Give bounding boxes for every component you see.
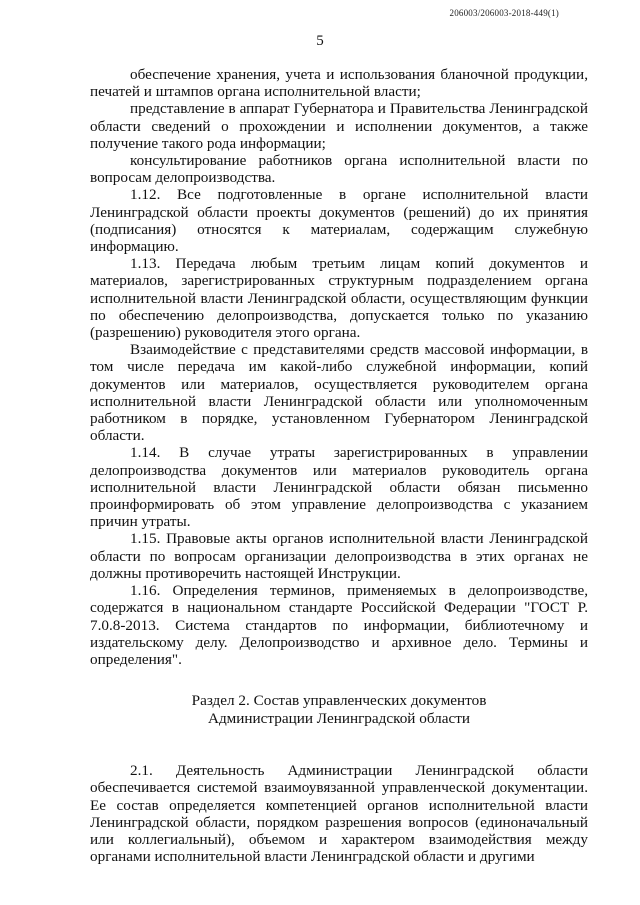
paragraph: консультирование работников органа исполнительной власти по вопросам делопроизводства.	[90, 152, 588, 187]
section-title-line-1: Раздел 2. Состав управленческих документов	[191, 692, 487, 710]
section-title-line-2: Администрации Ленинградской области	[207, 710, 470, 728]
paragraph: 1.13. Передача любым третьим лицам копий документов и материалов, зарегистрированных структурным подразделением органа исполнительной власти Ленинградской области, осуществляющим функции по обеспечению делопроизводства, допускается только по указанию (разрешению) руководителя этого органа.	[90, 255, 588, 342]
page-number: 5	[316, 33, 324, 49]
document-id: 206003/206003-2018-449(1)	[449, 8, 559, 18]
paragraph: 1.16. Определения терминов, применяемых в делопроизводстве, содержатся в национальном стандарте Российской Федерации "ГОСТ Р. 7.0.8-2013. Система стандартов по информации, библиотечному и издательскому делу. Делопроизводство и архивное дело. Термины и определения".	[90, 582, 588, 668]
section-heading	[90, 692, 588, 728]
document-body	[90, 66, 588, 865]
paragraph: 2.1. Деятельность Администрации Ленинградской области обеспечивается системой взаимоувязанной управленческой документации. Ее состав определяется компетенцией органов исполнительной власти Ленинградской области, порядком разрешения вопросов (единоначальный или коллегиальный), объемом и характером взаимодействия между органами исполнительной власти Ленинградской области и другими	[90, 762, 588, 866]
paragraph: 1.15. Правовые акты органов исполнительной власти Ленинградской области по вопросам организации делопроизводства в этих органах не должны противоречить настоящей Инструкции.	[90, 530, 588, 582]
paragraph: Взаимодействие с представителями средств массовой информации, в том числе передача им какой-либо служебной информации, копий документов или материалов, осуществляется руководителем органа исполнительной власти Ленинградской области или уполномоченным работником в порядке, установленном Губернатором Ленинградской области.	[90, 341, 588, 445]
paragraph: 1.14. В случае утраты зарегистрированных в управлении делопроизводства документов или материалов руководитель органа исполнительной власти Ленинградской области обязан письменно проинформировать об этом управление делопроизводства с указанием причин утраты.	[90, 444, 588, 531]
paragraph: 1.12. Все подготовленные в органе исполнительной власти Ленинградской области проекты документов (решений) до их принятия (подписания) относятся к материалам, содержащим служебную информацию.	[90, 186, 588, 256]
paragraph: обеспечение хранения, учета и использования бланочной продукции, печатей и штампов органа исполнительной власти;	[90, 66, 588, 101]
paragraph: представление в аппарат Губернатора и Правительства Ленинградской области сведений о прохождении и исполнении документов, а также получение такого рода информации;	[90, 100, 588, 152]
